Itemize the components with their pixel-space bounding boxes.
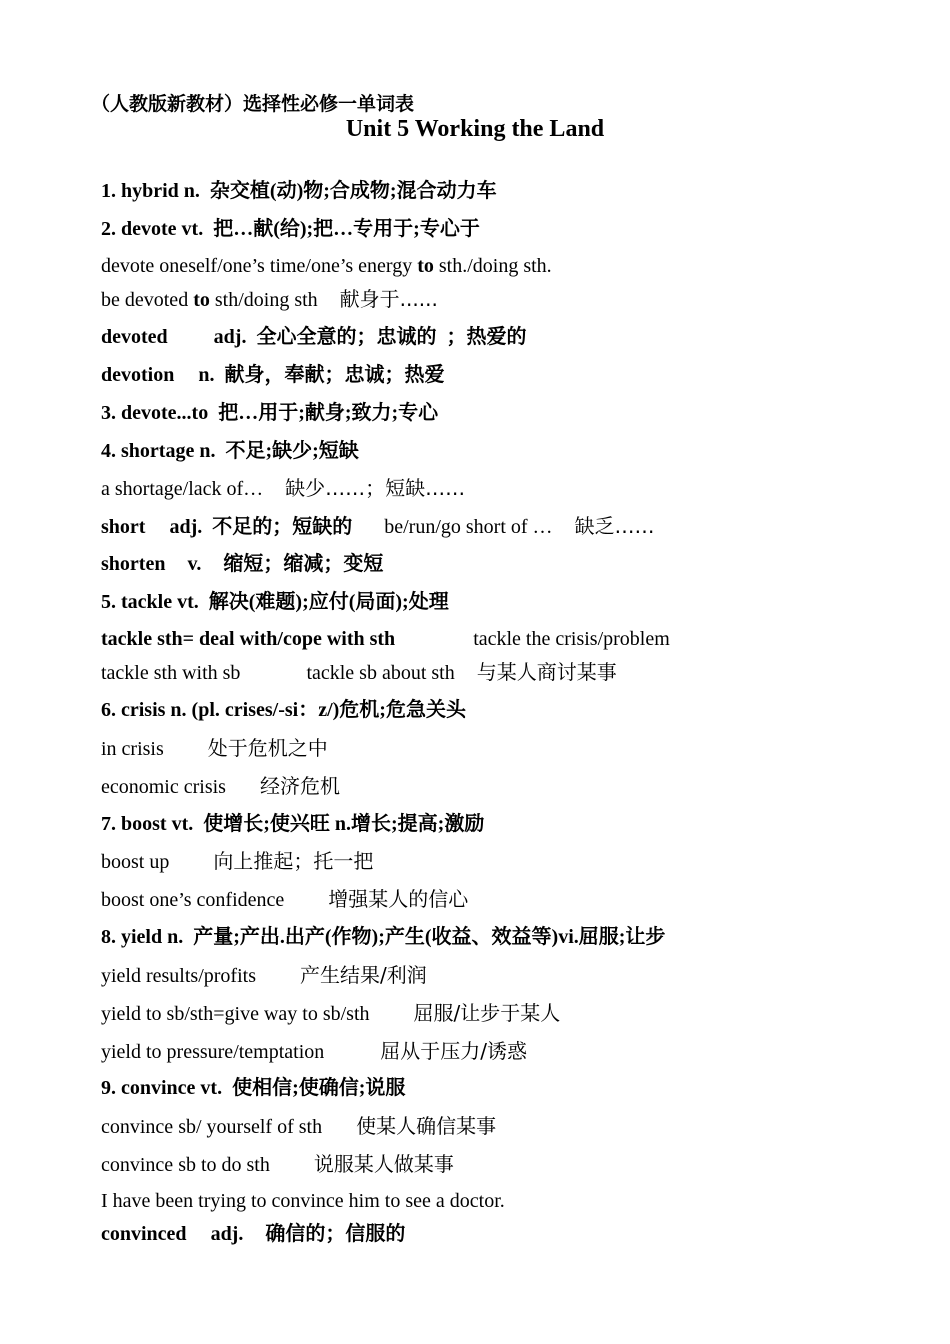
phrase-meaning: 产生结果/利润 (299, 963, 427, 987)
phrase-meaning: 说服某人做某事 (313, 1152, 454, 1176)
entry-hybrid-text: 1. hybrid n. 杂交植(动)物;合成物;混合动力车 (101, 180, 497, 202)
document-header: （人教版新教材）选择性必修一单词表 (91, 93, 415, 115)
entry-convinced (91, 1198, 405, 1246)
definition: adj. 全心全意的；忠诚的 ；热爱的 (213, 326, 527, 348)
phrase-text: convince sb to do sth (101, 1154, 270, 1176)
phrase-text: yield results/profits (101, 965, 256, 987)
phrase-meaning: 向上推起；托一把 (213, 849, 374, 873)
phrase-text: tackle sth with sb (101, 662, 241, 684)
definition: adj. 不足的；短缺的 (169, 516, 353, 538)
phrase-text: in crisis (101, 738, 164, 760)
phrase-text: be devoted (101, 289, 194, 311)
phrase-text: sth/doing sth (209, 289, 318, 311)
entry-text: 7. boost vt. 使增长;使兴旺 n.增长;提高;激励 (101, 813, 485, 835)
phrase-meaning: 与某人商讨某事 (476, 660, 617, 684)
phrase-text: sth./doing sth. (433, 255, 552, 277)
word: convinced (101, 1223, 187, 1245)
phrase-text: boost one’s confidence (101, 889, 285, 911)
sentence-text: I have been trying to convince him to see a doctor. (101, 1190, 505, 1212)
part-of-speech: v. (187, 553, 202, 575)
phrase-meaning: 缺乏…… (574, 514, 655, 538)
definition: 确信的；信服的 (265, 1223, 406, 1245)
phrase-meaning: 经济危机 (259, 774, 340, 798)
phrase-meaning: 使某人确信某事 (356, 1114, 497, 1138)
entry-devote-text: 2. devote vt. 把…献(给);把…专用于;专心于 (101, 218, 480, 240)
phrase-text: a shortage/lack of… (101, 478, 264, 500)
entry-text: 4. shortage n. 不足;缺少;短缺 (101, 440, 359, 462)
word: shorten (101, 553, 166, 575)
entry-text: 9. convince vt. 使相信;使确信;说服 (101, 1077, 406, 1099)
phrase-meaning: 缺少……；短缺…… (285, 476, 466, 500)
unit-title: Unit 5 Working the Land (345, 116, 605, 142)
phrase-text: yield to pressure/temptation (101, 1041, 325, 1063)
phrase-bold-to: to (417, 255, 434, 277)
phrase-meaning: 增强某人的信心 (328, 887, 469, 911)
part-of-speech: adj. (210, 1223, 244, 1245)
phrase-bold-to: to (193, 289, 210, 311)
phrase-meaning: 屈从于压力/诱惑 (380, 1039, 528, 1063)
definition: 缩短；缩减；变短 (223, 553, 384, 575)
word: devotion (101, 364, 175, 386)
word: devoted (101, 326, 168, 348)
phrase-text: tackle the crisis/problem (473, 628, 670, 650)
phrase-text: boost up (101, 851, 170, 873)
phrase-text: economic crisis (101, 776, 226, 798)
phrase-meaning: 献身于...... (339, 287, 438, 311)
phrase-text: convince sb/ yourself of sth (101, 1116, 323, 1138)
entry-text: 8. yield n. 产量;产出.出产(作物);产生(收益、效益等)vi.屈服;让步 (101, 926, 666, 948)
entry-text: 3. devote...to 把…用于;献身;致力;专心 (101, 402, 439, 424)
entry-text: 6. crisis n. (pl. crises/-si：z/)危机;危急关头 (101, 699, 466, 721)
phrase-text: yield to sb/sth=give way to sb/sth (101, 1003, 370, 1025)
phrase-text: devote oneself/one’s time/one’s energy (101, 255, 418, 277)
word: short (101, 516, 146, 538)
entry-text: 5. tackle vt. 解决(难题);应付(局面);处理 (101, 591, 449, 613)
phrase-text: tackle sb about sth (306, 662, 455, 684)
phrase-meaning: 屈服/让步于某人 (413, 1001, 561, 1025)
phrase-text: be/run/go short of … (384, 516, 553, 538)
phrase-meaning: 处于危机之中 (207, 736, 328, 760)
definition: n. 献身，奉献；忠诚；热爱 (198, 364, 445, 386)
phrase-text: tackle sth= deal with/cope with sth (101, 628, 396, 650)
